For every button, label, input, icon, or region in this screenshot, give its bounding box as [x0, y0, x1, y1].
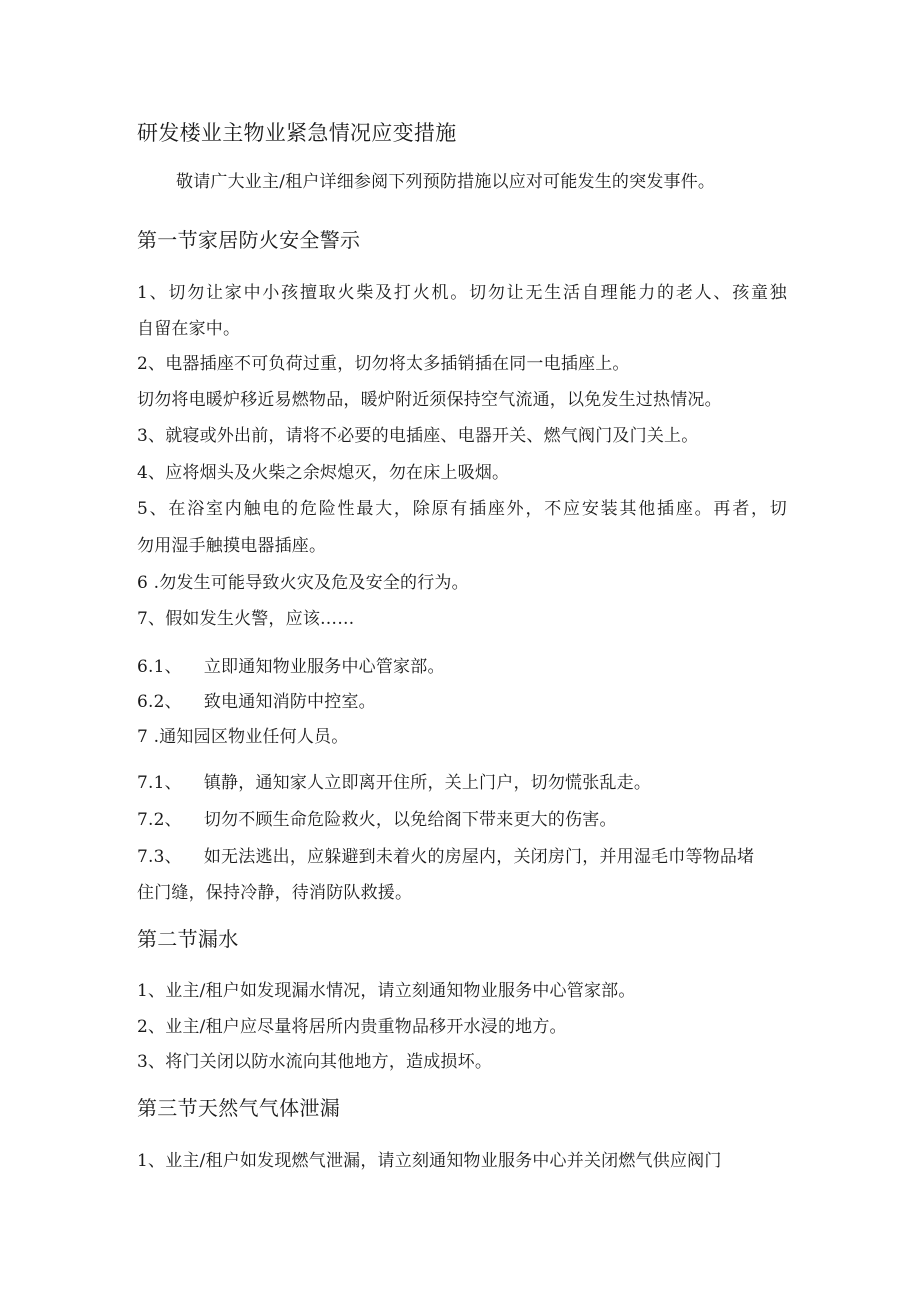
section-1-line-10: 7、假如发生火警，应该…… [137, 609, 355, 629]
sub-item-7-3 [137, 847, 787, 867]
sub-item-7-3-continuation: 住门缝，保持冷静，待消防队救援。 [137, 883, 413, 903]
section-1-line-7-notify: 7 .通知园区物业任何人员。 [137, 727, 349, 747]
section-1-line-5: 3、就寝或外出前，请将不必要的电插座、电器开关、燃气阀门及门关上。 [137, 426, 699, 446]
section-2-heading: 第二节漏水 [137, 927, 239, 951]
section-3-line-1: 1、业主/租户如发现燃气泄漏，请立刻通知物业服务中心并关闭燃气供应阀门 [137, 1151, 722, 1171]
section-1-line-7: 5、在浴室内触电的危险性最大，除原有插座外，不应安装其他插座。再者，切 [137, 499, 787, 519]
sub-item-text: 如无法逃出，应躲避到未着火的房屋内，关闭房门，并用湿毛巾等物品堵 [203, 847, 755, 867]
section-3-heading: 第三节天然气气体泄漏 [137, 1096, 340, 1120]
sub-item-number: 7.1、 [137, 773, 182, 793]
section-1-line-4: 切勿将电暖炉移近易燃物品，暖炉附近须保持空气流通，以免发生过热情况。 [137, 390, 722, 410]
sub-item-6-2 [137, 692, 787, 712]
section-2-line-3: 3、将门关闭以防水流向其他地方，造成损坏。 [137, 1052, 493, 1072]
section-1-line-9: 6 .勿发生可能导致火灾及危及安全的行为。 [137, 573, 469, 593]
sub-item-number: 6.1、 [137, 657, 182, 677]
sub-item-number: 6.2、 [137, 692, 182, 712]
sub-item-number: 7.3、 [137, 847, 182, 867]
sub-item-7-2 [137, 810, 787, 830]
section-1-line-1: 1、切勿让家中小孩擅取火柴及打火机。切勿让无生活自理能力的老人、孩童独 [137, 283, 787, 303]
section-1-line-6: 4、应将烟头及火柴之余烬熄灭，勿在床上吸烟。 [137, 463, 510, 483]
sub-item-text: 镇静，通知家人立即离开住所，关上门户，切勿慌张乱走。 [203, 773, 652, 793]
sub-item-7-1 [137, 773, 787, 793]
sub-item-text: 致电通知消防中控室。 [203, 692, 376, 712]
section-1-line-2: 自留在家中。 [137, 319, 241, 339]
sub-item-number: 7.2、 [137, 810, 182, 830]
section-1-line-8: 勿用湿手触摸电器插座。 [137, 536, 327, 556]
section-2-line-2: 2、业主/租户应尽量将居所内贵重物品移开水浸的地方。 [137, 1017, 567, 1037]
section-1-line-3: 2、电器插座不可负荷过重，切勿将太多插销插在同一电插座上。 [137, 354, 630, 374]
sub-item-text: 立即通知物业服务中心管家部。 [203, 657, 445, 677]
sub-item-6-1 [137, 657, 787, 677]
document-title: 研发楼业主物业紧急情况应变措施 [137, 121, 457, 145]
section-2-line-1: 1、业主/租户如发现漏水情况，请立刻通知物业服务中心管家部。 [137, 981, 636, 1001]
intro-paragraph: 敬请广大业主/租户详细参阅下列预防措施以应对可能发生的突发事件。 [176, 172, 716, 192]
section-1-heading: 第一节家居防火安全警示 [137, 228, 361, 252]
sub-item-text: 切勿不顾生命危险救火，以免给阁下带来更大的伤害。 [203, 810, 617, 830]
